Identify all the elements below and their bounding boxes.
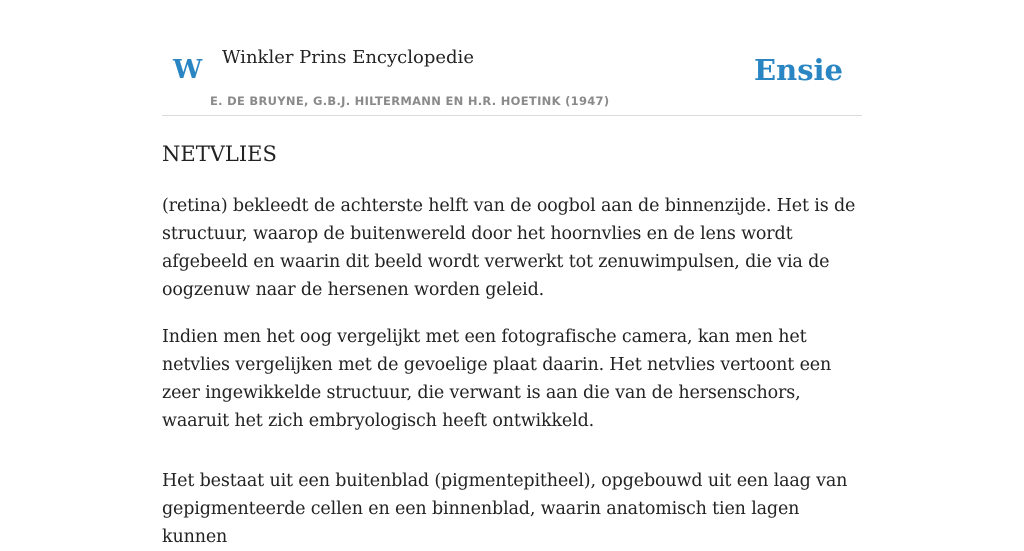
article-paragraph: (retina) bekleedt de achterste helft van de oogbol aan de binnenzijde. Het is de structuur, waarop de buitenwereld door het hoornvlies en de lens wordt afgebeeld en waarin dit beeld wordt verwerkt tot zenuwimpulsen, die via de oogzenuw naar de hersenen worden geleid. <box>162 196 856 300</box>
publication-title[interactable]: Winkler Prins Encyclopedie <box>222 47 474 68</box>
publication-logo[interactable]: W <box>173 55 203 85</box>
ensie-logo-link[interactable]: Ensie <box>754 53 843 87</box>
article-paragraph: Indien men het oog vergelijkt met een fotografische camera, kan men het netvlies vergelijken met de gevoelige plaat daarin. Het netvlies vertoont een zeer ingewikkelde structuur, die verwant is aan die van de hersenschors, waaruit het zich embryologisch heeft ontwikkeld. <box>162 327 832 431</box>
site-header <box>162 40 862 116</box>
article <box>162 138 862 551</box>
article-paragraph: Het bestaat uit een buitenblad (pigmentepitheel), opgebouwd uit een laag van gepigmenteerde cellen en een binnenblad, waarin anatomisch tien lagen kunnen <box>162 471 848 547</box>
publication-authors: E. DE BRUYNE, G.B.J. HILTERMANN EN H.R. HOETINK (1947) <box>210 94 610 108</box>
article-title: NETVLIES <box>162 142 277 166</box>
